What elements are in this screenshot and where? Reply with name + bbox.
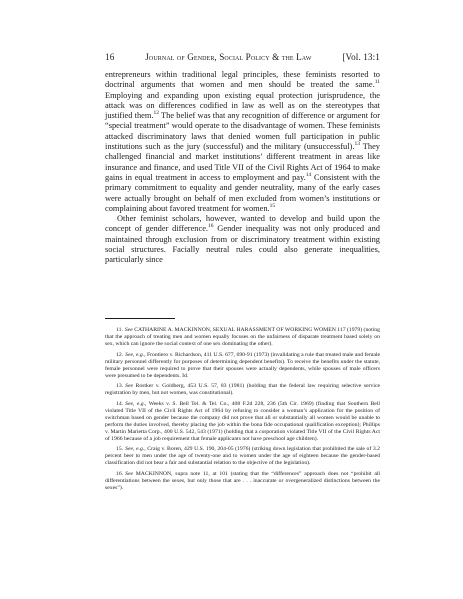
- footnote-text: Weeks v. S. Bell Tel. & Tel. Co., 408 F.2d 228, 236 (5th Cir. 1969) (finding that Southern Bell violated Title VII of the Civil Rights Act of 1964 by refusing to consider a woman’s application for the position of switchman based on gender because the company did not prove that all or substantially all women would be unable to perform the duties involved, thereby placing the job within the bona fide occupational qualification exception); Phillips v. Martin Marietta Corp., 400 U.S. 542, 543 (1971) (holding that a corporation violated Title VII of the Civil Rights Act of 1966 because of a job requirement that female applicants not have preschool age children).: [105, 400, 380, 442]
- text-run: They challenged financial and market institutions’ different treatment in areas like insurance and finance, and used Title VII of the Civil Rights Act of 1964 to make gains in equal treatment in access to employment and pay.: [105, 142, 380, 182]
- footnote-number: 14.: [116, 400, 124, 407]
- footnote: [105, 383, 380, 397]
- journal-title: Journal of Gender, Social Policy & the Law: [145, 52, 312, 62]
- footnote-text: CATHARINE A. MACKINNON, SEXUAL HARASSMENT OF WORKING WOMEN 117 (1979) (noting that the approach of treating men and women equally focuses on the unfairness of disparate treatment based solely on sex, which can ignore the social context of one sex dominating the other).: [105, 327, 380, 347]
- footnote: [105, 401, 380, 443]
- citation-signal: See: [125, 470, 134, 477]
- footnote: [105, 446, 380, 467]
- citation-signal: See, e.g.,: [125, 351, 146, 358]
- volume-label: [Vol. 13:1: [342, 52, 380, 62]
- citation-signal: See, e.g.,: [125, 446, 146, 453]
- citation-signal: See: [125, 383, 134, 390]
- main-text: [105, 70, 380, 266]
- text-run: Employing and expanding upon existing equal protection jurisprudence, the attack was on differences codified in law as well as on the stereotypes that justified them.: [105, 90, 380, 121]
- footnote-number: 11.: [116, 327, 123, 333]
- text-run: Gender inequality was not only produced and maintained through exclusion from or discriminatory treatment within existing social structures. Facially neutral rules could also generate inequalities, particularly since: [105, 224, 380, 265]
- text-run: Other feminist scholars, however, wanted to develop and build upon the concept of gender difference.: [105, 214, 380, 234]
- footnote-ref-12[interactable]: 12: [153, 110, 159, 117]
- footnote-number: 12.: [116, 351, 124, 358]
- footnote: [105, 471, 380, 492]
- footnote-ref-16[interactable]: 16: [208, 223, 214, 230]
- footnote-ref-14[interactable]: 14: [305, 172, 312, 179]
- footnote-number: 16.: [116, 470, 124, 477]
- footnote-number: 13.: [116, 383, 124, 390]
- paragraph-2: [105, 214, 380, 265]
- text-run: entrepreneurs within traditional legal principles, these feminists resorted to doctrinal arguments that women and men should be treated the same.: [105, 70, 380, 90]
- citation-signal: See: [124, 327, 133, 333]
- footnote-ref-15[interactable]: 15: [269, 203, 276, 210]
- footnote-text: Craig v. Boren, 429 U.S. 190, 204-05 (1976) (striking down legislation that prohibited the sale of 3.2 percent beer to men under the age of twenty-one and to women under the age of eighteen because the gender-based classification did not bear a fair and substantial relation to the objective of the legislation).: [105, 446, 380, 467]
- footnote-ref-11[interactable]: 11: [374, 79, 380, 86]
- text-run: The belief was that any recognition of difference or argument for “special treatment” would operate to the disadvantage of women. These feminists attacked discriminatory laws that denied women full participation in public institutions such as the jury (successful) and the military (unsuccessful).: [105, 111, 380, 152]
- text-run: Consistent with the primary commitment to equality and gender neutrality, many of the early cases were actually brought on behalf of men excluded from women’s institutions or complaining about favored treatment for women.: [105, 172, 380, 213]
- footnotes: [105, 327, 380, 496]
- footnote: [105, 327, 380, 348]
- footnote: [105, 352, 380, 380]
- footnote-divider: [105, 318, 175, 319]
- footnote-number: 15.: [116, 446, 124, 453]
- paragraph-1: [105, 70, 380, 214]
- footnote-ref-13[interactable]: 13: [354, 141, 360, 148]
- citation-signal: See, e.g.,: [125, 400, 147, 407]
- footnote-text: Frontiero v. Richardson, 411 U.S. 677, 690-91 (1973) (invalidating a rule that treated male and female military personnel differently for purposes of determining dependent benefits). To receive the benefits under the statute, female personnel were required to prove that their spouses were actually dependents, while spouses of male officers were presumed to be dependents. Id.: [105, 351, 380, 379]
- footnote-text: MACKINNON, supra note 11, at 101 (stating that the “differences” approach does not “prohibit all differentiations between the sexes, but only those that are . . . inaccurate or overgeneralized distinctions between the sexes”).: [105, 470, 380, 491]
- running-header: [105, 52, 380, 62]
- footnote-text: Rostker v. Goldberg, 453 U.S. 57, 83 (1981) (holding that the federal law requiring selective service registration by men, but not women, was constitutional).: [105, 383, 380, 397]
- page-number: 16: [105, 52, 115, 62]
